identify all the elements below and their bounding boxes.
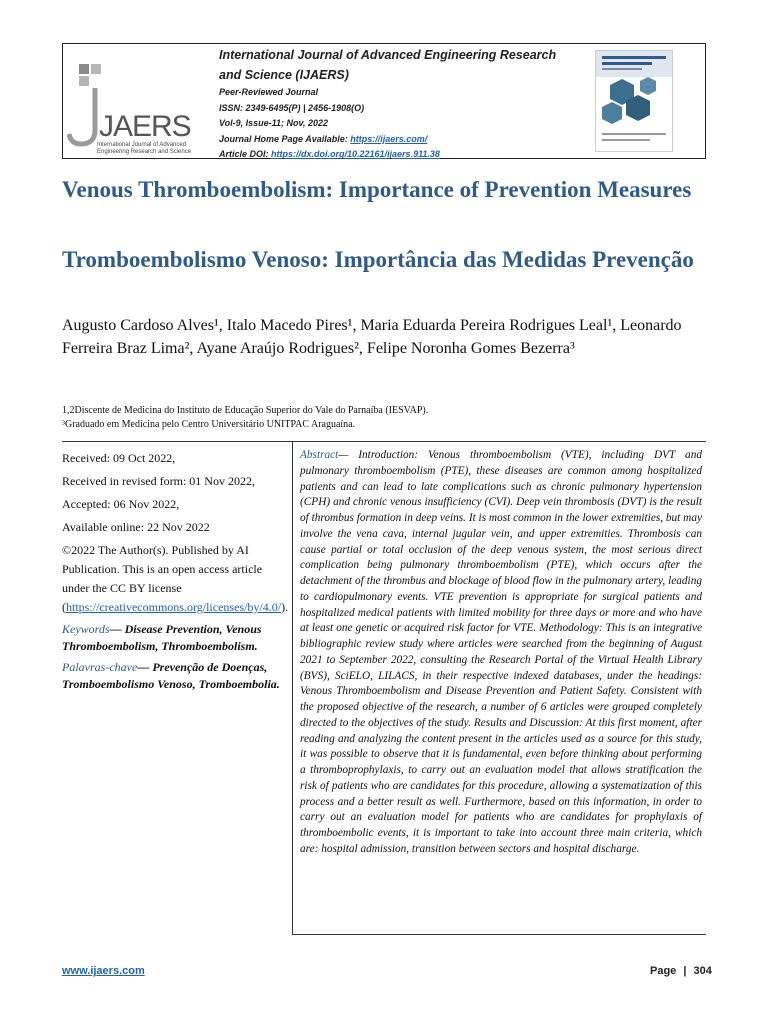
homepage-label: Journal Home Page Available: xyxy=(219,133,351,144)
peer-reviewed: Peer-Reviewed Journal xyxy=(219,87,319,97)
cover-graphic-icon xyxy=(596,51,672,151)
divider-bottom xyxy=(292,934,706,935)
logo-text: JAERS xyxy=(99,110,191,143)
date-received: Received: 09 Oct 2022, xyxy=(62,451,176,465)
license-text: ©2022 The Author(s). Published by AI Publication. This is an open access article under the CC BY license ( xyxy=(62,543,263,614)
keywords-label: Keywords xyxy=(62,622,110,636)
homepage-line xyxy=(219,132,579,148)
palavras-chave xyxy=(62,659,288,693)
doi-label: Article DOI: xyxy=(219,149,272,159)
divider-top xyxy=(62,441,706,442)
footer-page xyxy=(650,965,712,977)
volume-issue: Vol-9, Issue-11; Nov, 2022 xyxy=(219,118,329,128)
abstract-label: Abstract xyxy=(300,449,339,461)
author-list: Augusto Cardoso Alves¹, Italo Macedo Pires¹, Maria Eduarda Pereira Rodrigues Leal¹, Leonardo Ferreira Braz Lima², Ayane Araújo Rodrigues², Felipe Noronha Gomes Bezerra³ xyxy=(62,317,682,357)
palavras-text: — Prevenção de Doenças, Tromboembolismo Venoso, Tromboembolia. xyxy=(62,660,280,691)
affiliations xyxy=(62,404,712,431)
license-link[interactable]: https://creativecommons.org/licenses/by/4.0/ xyxy=(66,600,282,614)
date-revised: Received in revised form: 01 Nov 2022, xyxy=(62,474,255,488)
journal-name: International Journal of Advanced Engineering Research and Science (IJAERS) xyxy=(219,48,557,82)
license-statement xyxy=(62,541,288,617)
page-separator: | xyxy=(683,965,687,977)
abstract xyxy=(300,448,702,858)
journal-header xyxy=(62,43,706,159)
page-label: Page xyxy=(650,965,677,977)
footer-journal-link[interactable]: www.ijaers.com xyxy=(62,965,145,977)
journal-logo xyxy=(67,60,207,156)
keywords xyxy=(62,621,288,655)
doi-link[interactable]: https://dx.doi.org/10.22161/ijaers.911.38 xyxy=(271,149,440,159)
keywords-text: — Disease Prevention, Venous Thromboembolism, Thromboembolism. xyxy=(62,622,262,653)
paper-title-portuguese: Tromboembolismo Venoso: Importância das Medidas Prevenção xyxy=(62,247,694,272)
journal-info xyxy=(219,44,579,163)
logo-subtitle: International Journal of Advanced Engineering Research and Science xyxy=(97,142,192,155)
journal-cover-image xyxy=(595,50,673,152)
date-online: Available online: 22 Nov 2022 xyxy=(62,520,210,534)
date-accepted: Accepted: 06 Nov 2022, xyxy=(62,497,180,511)
column-divider xyxy=(292,442,293,934)
license-close: ). xyxy=(281,600,289,614)
abstract-text: — Introduction: Venous thromboembolism (VTE), including DVT and pulmonary thromboembolism (PTE), these diseases are common among hospitalized patients and can lead to late complications such as chronic pulmonary hypertension (CPH) and chronic venous insufficiency (CVI). Deep vein thrombosis (DVT) is the result of thrombus formation in deep veins. It is most common in the lower extremities, but may involve the vena cava, internal jugular vein, and upper extremities. Thrombosis can cause partial or total occlusion of the deep venous system, the most serious direct complication being pulmonary thromboembolism (PTE), which occurs after the detachment of the thrombus and blockage of blood flow in the pulmonary artery, leading to cardiopulmonary events. VTE prevention is appropriate for surgical patients and hospitalized medical patients with limited mobility for three days or more and who have at least one genetic or acquired risk factor for VTE. Methodology: This is an integrative bibliographic review study where articles were searched from the beginning of August 2021 to September 2022, consulting the Research Portal of the Virtual Health Library (BVS), SciELO, LILACS, in their respective indexed databases, under the headings: Venous Thromboembolism and Disease Prevention and Patient Safety. Consistent with the proposed objective of the research, a number of 6 articles were grouped completely directed to the objectives of the study. Results and Discussion: At this first moment, after reading and analyzing the content present in the articles used as a source for this study, it was possible to observe that it is fundamental, even before thinking about performing a thromboprophylaxis, to carry out an evaluation model that allows stratification the risk of patients who are candidates for this procedure, allowing a systematization of this process and a better result as well. Furthermore, based on this information, in order to carry out an evaluation model for patients who are candidates for prophylaxis of thromboembolic events, it is important to take into account three main criteria, which are: hospital admission, transition between sectors and hospital discharge. xyxy=(300,449,702,855)
article-info-column xyxy=(62,449,288,697)
issn: ISSN: 2349-6495(P) | 2456-1908(O) xyxy=(219,102,365,113)
affiliation-1: 1,2Discente de Medicina do Instituto de Educação Superior do Vale do Parnaíba (IESVAP). xyxy=(62,405,429,416)
homepage-link[interactable]: https://ijaers.com/ xyxy=(350,133,428,144)
doi-line xyxy=(219,147,579,163)
palavras-label: Palavras-chave xyxy=(62,660,138,674)
paper-title-english: Venous Thromboembolism: Importance of Prevention Measures xyxy=(62,177,692,202)
affiliation-2: ³Graduado em Medicina pelo Centro Universitário UNITPAC Araguaína. xyxy=(62,418,356,430)
page-number: 304 xyxy=(693,965,712,977)
